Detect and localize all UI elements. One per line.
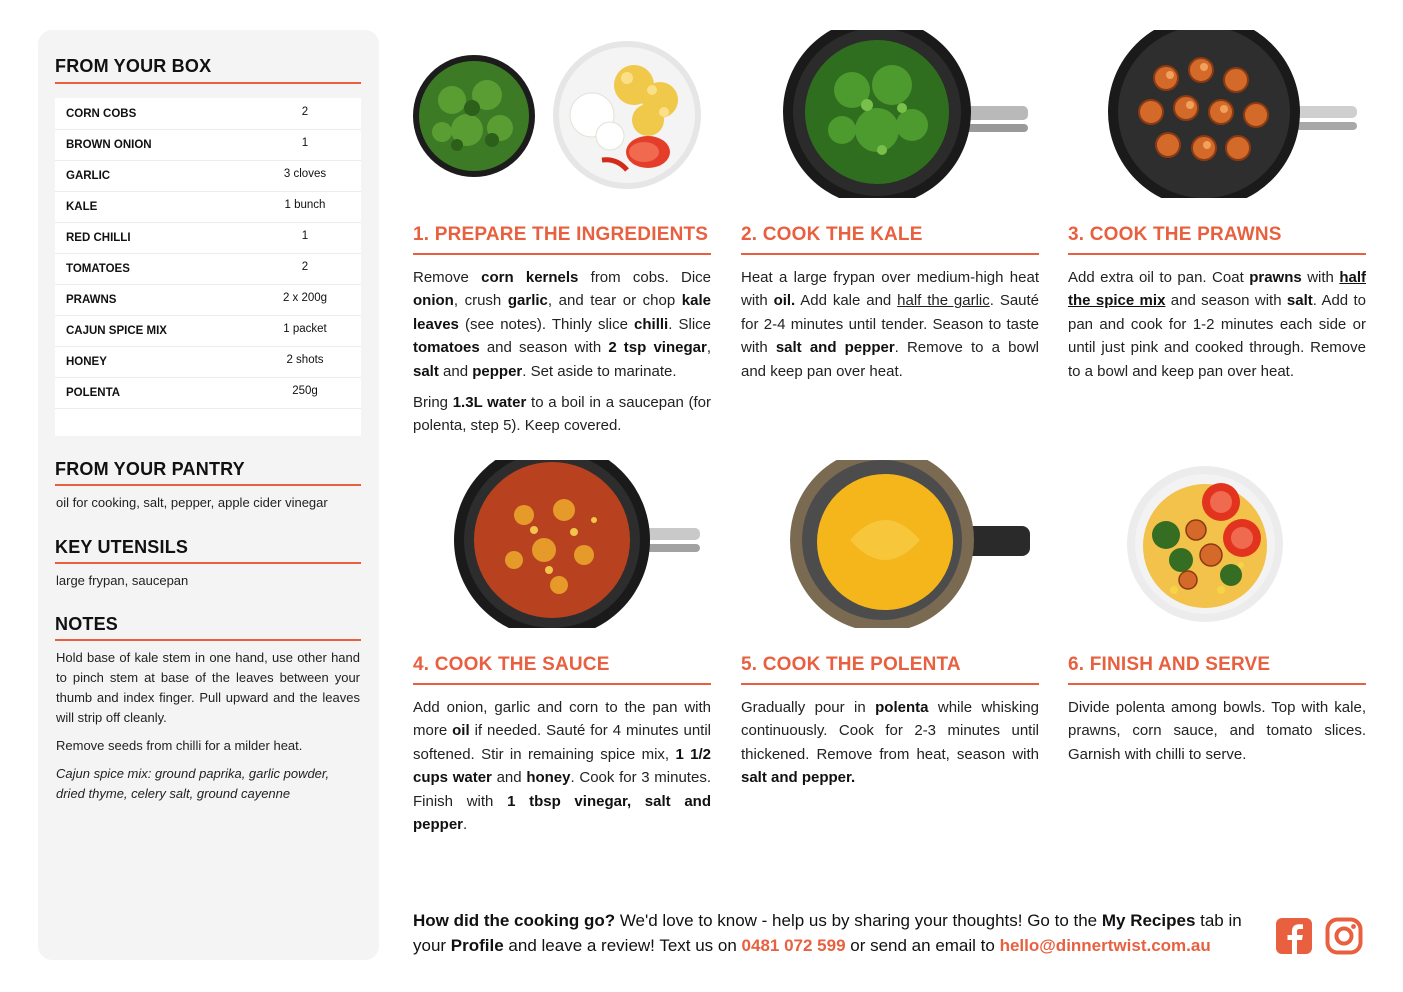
- box-ingredients-table: [55, 98, 361, 436]
- step-5-title: 5. COOK THE POLENTA: [741, 654, 961, 675]
- pantry-title: FROM YOUR PANTRY: [55, 459, 245, 479]
- ingredient-name: RED CHILLI: [66, 232, 131, 244]
- facebook-icon[interactable]: [1275, 917, 1313, 955]
- step-5-rule: [741, 683, 1039, 685]
- step-4-rule: [413, 683, 711, 685]
- note-spice-mix: Cajun spice mix: ground paprika, garlic powder, dried thyme, celery salt, ground cayenne: [56, 766, 330, 801]
- ingredient-name: KALE: [66, 201, 98, 213]
- step-6-rule: [1068, 683, 1366, 685]
- ingredient-qty: 1: [301, 137, 309, 149]
- ingredient-qty: 3 cloves: [283, 168, 327, 180]
- step-1-paragraph-a: Remove corn kernels from cobs. Dice onion, crush garlic, and tear or chop kale leaves (see notes). Thinly slice chilli. Slice tomatoes and season with 2 tsp vinegar, salt and pepper. Set aside to marinate.: [413, 269, 711, 380]
- ingredient-qty: 1: [301, 230, 309, 242]
- email-link[interactable]: hello@dinnertwist.com.au: [999, 936, 1211, 955]
- feedback-footer: How did the cooking go? We'd love to know - help us by sharing your thoughts! Go to the My Recipes tab in your Profile and leave a review! Text us on 0481 072 599 or send an email to hello@dinnertwist.com.au: [413, 911, 1242, 955]
- table-row: [55, 160, 361, 192]
- ingredient-qty: 1 bunch: [284, 199, 326, 211]
- polenta-pot-photo: [790, 460, 1032, 628]
- kale-pan-photo: [782, 30, 1032, 198]
- instagram-icon[interactable]: [1325, 917, 1363, 955]
- sauce-pan-photo: [454, 460, 704, 628]
- step-5-body: Gradually pour in polenta while whisking continuously. Cook for 2-3 minutes until thickened. Remove from heat, season with salt and pepper.: [741, 699, 1039, 787]
- step-6-title: 6. FINISH AND SERVE: [1068, 654, 1271, 675]
- step-4-title: 4. COOK THE SAUCE: [413, 654, 610, 675]
- utensils-text: large frypan, saucepan: [56, 573, 189, 588]
- table-row: [55, 98, 361, 130]
- step-3-body: Add extra oil to pan. Coat prawns with half the spice mix and season with salt. Add to pan and cook for 1-2 minutes each side or until just pink and cooked through. Remove to a bowl and keep pan over heat.: [1068, 269, 1367, 380]
- step-2-rule: [741, 253, 1039, 255]
- prepared-ingredients-photo: [412, 40, 704, 190]
- table-row: [55, 129, 361, 161]
- phone-link[interactable]: 0481 072 599: [741, 936, 846, 955]
- notes-title-rule: [55, 639, 361, 641]
- step-1-body: [413, 266, 711, 446]
- step-2-title: 2. COOK THE KALE: [741, 224, 923, 245]
- ingredient-name: CORN COBS: [66, 108, 137, 120]
- step-3-rule: [1068, 253, 1366, 255]
- finished-bowl-photo: [1126, 460, 1284, 628]
- ingredient-qty: 2: [301, 261, 309, 273]
- table-row: [55, 346, 361, 378]
- note-kale: Hold base of kale stem in one hand, use other hand to pinch stem at base of the leaves between your thumb and index finger. Pull upward and the leaves will strip off cleanly.: [56, 650, 360, 725]
- step-3-title: 3. COOK THE PRAWNS: [1068, 224, 1282, 245]
- ingredient-name: PRAWNS: [66, 294, 117, 306]
- note-chilli: Remove seeds from chilli for a milder heat.: [56, 738, 303, 753]
- ingredient-qty: 2 x 200g: [282, 292, 328, 304]
- ingredient-name: POLENTA: [66, 387, 121, 399]
- step-1-title: 1. PREPARE THE INGREDIENTS: [413, 224, 709, 245]
- step-1-paragraph-b: Bring 1.3L water to a boil in a saucepan (for polenta, step 5). Keep covered.: [413, 394, 711, 435]
- step-4-body: Add onion, garlic and corn to the pan with more oil if needed. Sauté for 4 minutes until softened. Stir in remaining spice mix, 1 1/2 cups water and honey. Cook for 3 minutes. Finish with 1 tbsp vinegar, salt and pepper.: [413, 699, 712, 834]
- ingredient-qty: 250g: [292, 385, 318, 397]
- step-6-body: Divide polenta among bowls. Top with kale, prawns, corn sauce, and tomato slices. Garnish with chilli to serve.: [1068, 699, 1366, 763]
- ingredient-qty: 1 packet: [283, 323, 327, 335]
- ingredient-qty: 2: [301, 106, 309, 118]
- ingredient-qty: 2 shots: [286, 354, 324, 366]
- table-row: [55, 191, 361, 223]
- table-row: [55, 284, 361, 316]
- table-row: [55, 253, 361, 285]
- step-1-rule: [413, 253, 711, 255]
- prawns-pan-photo: [1106, 30, 1358, 198]
- ingredient-name: CAJUN SPICE MIX: [66, 325, 167, 337]
- box-title-rule: [55, 82, 361, 84]
- pantry-title-rule: [55, 484, 361, 486]
- ingredient-name: BROWN ONION: [66, 139, 152, 151]
- table-row: [55, 377, 361, 409]
- step-2-body: Heat a large frypan over medium-high heat with oil. Add kale and half the garlic. Sauté for 2-4 minutes until tender. Season to taste with salt and pepper. Remove to a bowl and keep pan over heat.: [741, 269, 1040, 380]
- ingredients-sidebar: [38, 30, 379, 960]
- table-row: [55, 315, 361, 347]
- box-title: FROM YOUR BOX: [55, 56, 212, 76]
- pantry-text: oil for cooking, salt, pepper, apple cider vinegar: [56, 495, 328, 510]
- ingredient-name: HONEY: [66, 356, 107, 368]
- utensils-title: KEY UTENSILS: [55, 537, 189, 557]
- utensils-title-rule: [55, 562, 361, 564]
- table-row: [55, 222, 361, 254]
- ingredient-name: TOMATOES: [66, 263, 130, 275]
- ingredient-name: GARLIC: [66, 170, 111, 182]
- notes-title: NOTES: [55, 614, 119, 634]
